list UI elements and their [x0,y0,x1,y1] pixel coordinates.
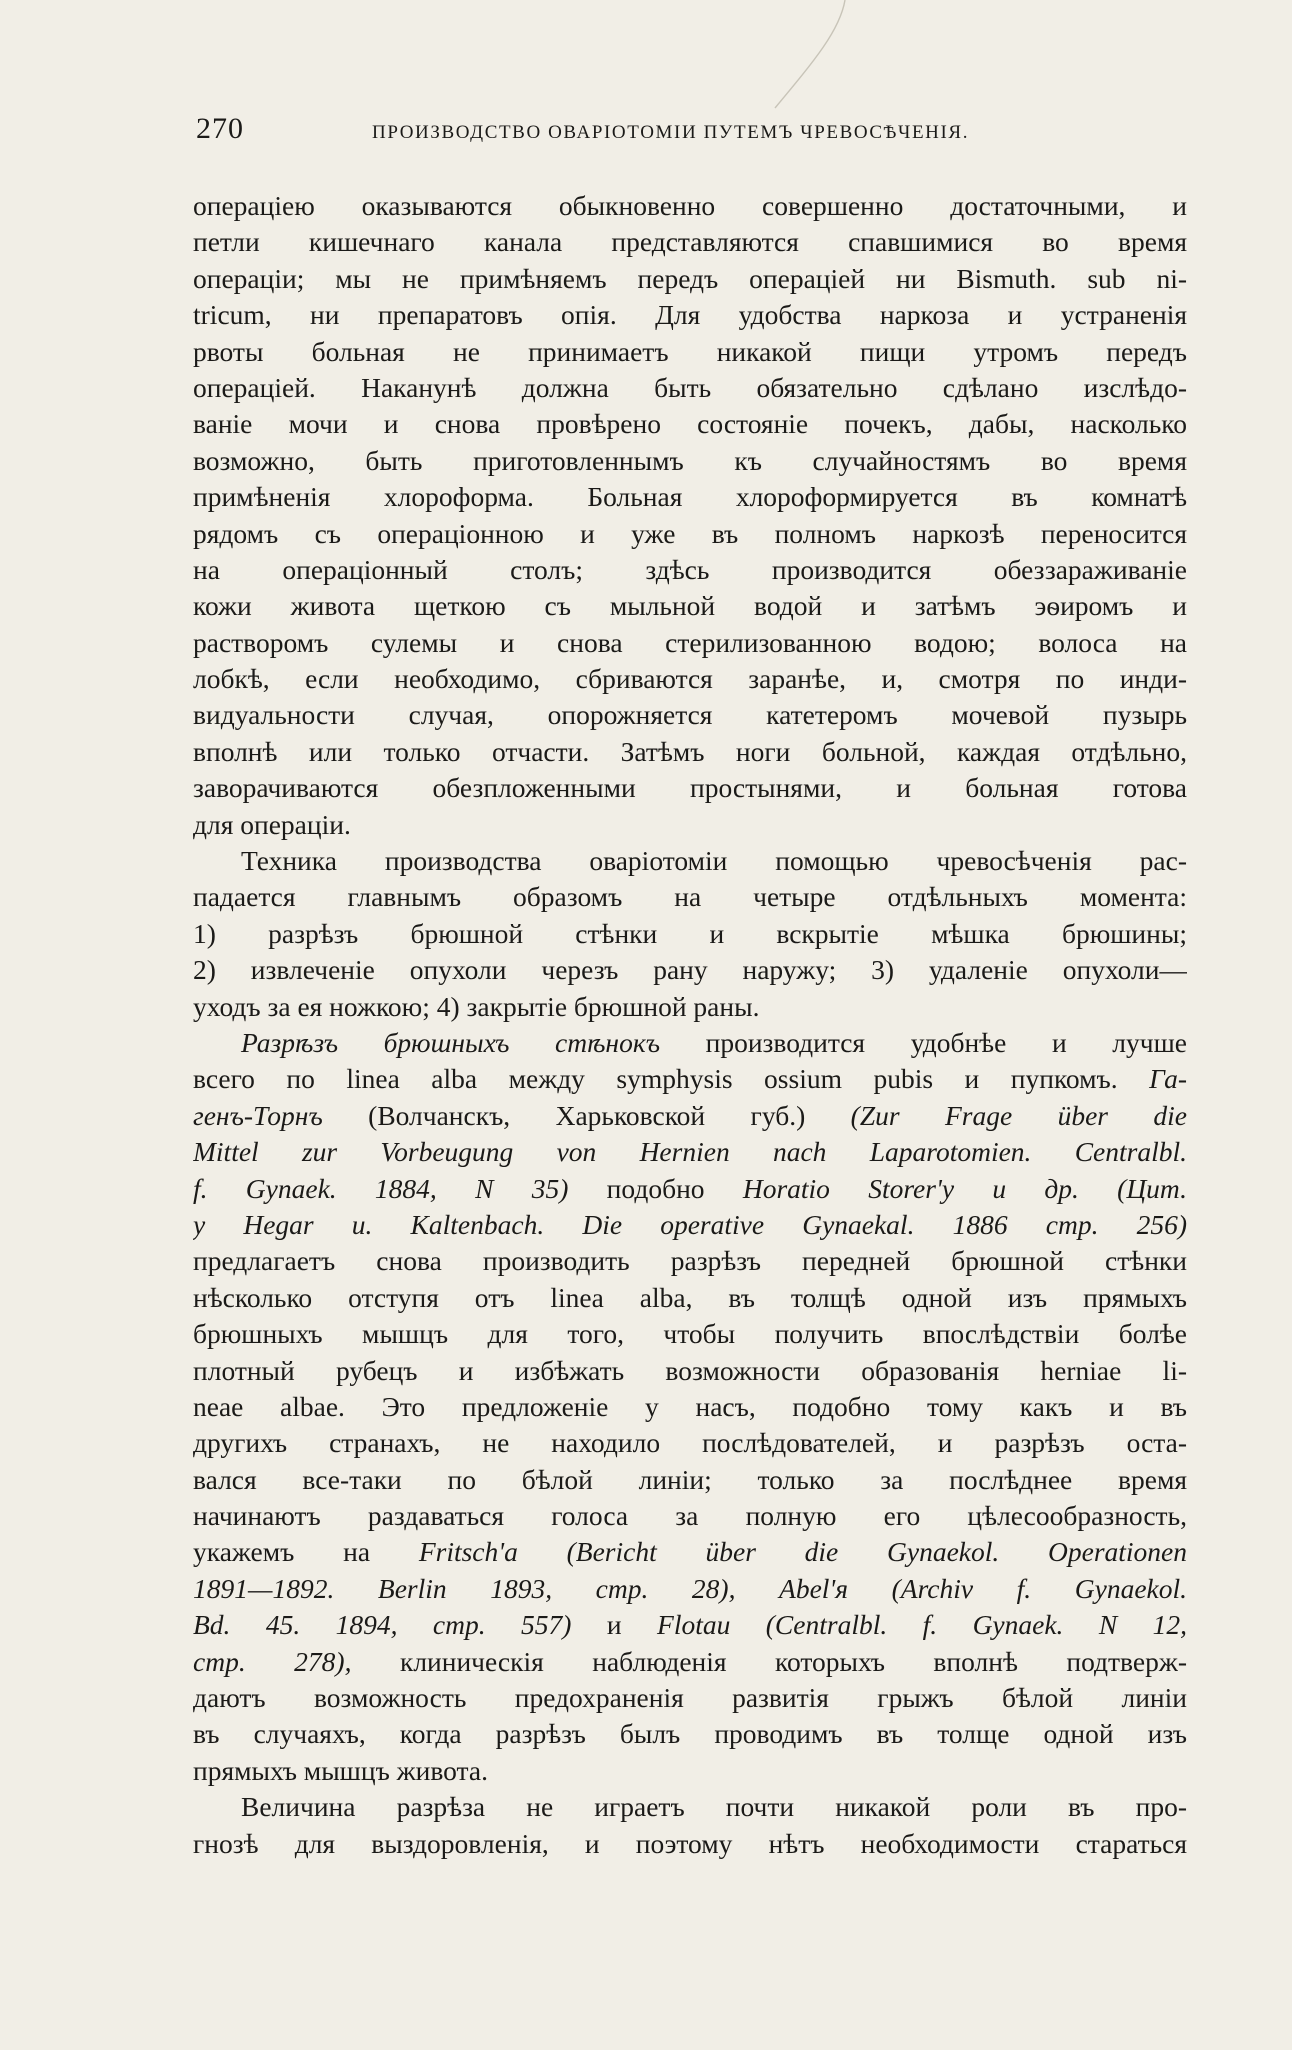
text-line: петли кишечнаго канала представляются спавшимися во время [193,226,1187,258]
text-line: Разрѣзъ брюшныхъ стѣнокъ производится удобнѣе и лучше [241,1026,1187,1058]
text-line: нѣсколько отступя отъ linea alba, въ толщѣ одной изъ прямыхъ [193,1281,1187,1313]
text-line: видуальности случая, опорожняется катетеромъ мочевой пузырь [193,699,1187,731]
text-line: tricum, ни препаратовъ опія. Для удобства наркоза и устраненія [193,299,1187,331]
text-line: Bd. 45. 1894, стр. 557) и Flotau (Centralbl. f. Gynaek. N 12, [193,1609,1187,1641]
text-line: стр. 278), клиническія наблюденія которыхъ вполнѣ подтверж- [193,1645,1187,1677]
text-line: для операціи. [193,808,351,840]
text-line: вался все-таки по бѣлой линіи; только за послѣднее время [193,1463,1187,1495]
text-line: у Hegar u. Kaltenbach. Die operative Gynaekal. 1886 стр. 256) [193,1208,1187,1240]
text-line: гнозѣ для выздоровленія, и поэтому нѣтъ необходимости стараться [193,1827,1187,1859]
page-number: 270 [196,112,244,145]
text-line: возможно, быть приготовленнымъ къ случайностямъ во время [193,444,1187,476]
text-line: Техника производства оваріотоміи помощью чревосѣченія рас- [241,845,1187,877]
text-line: брюшныхъ мышцъ для того, чтобы получить впослѣдствіи болѣе [193,1318,1187,1350]
text-line: 2) извлеченіе опухоли черезъ рану наружу; 3) удаленіе опухоли— [193,954,1187,986]
text-line: начинаютъ раздаваться голоса за полную его цѣлесообразность, [193,1500,1187,1532]
section-title: Разрѣзъ брюшныхъ стѣнокъ [241,1026,660,1058]
text-line: лобкѣ, если необходимо, сбриваются заранѣе, и, смотря по инди- [193,663,1187,695]
text-line: всего по linea alba между symphysis ossium pubis и пупкомъ. Га- [193,1063,1187,1095]
text-line: операціею оказываются обыкновенно совершенно достаточными, и [193,190,1187,221]
page-corner-mark [770,0,850,110]
text-line: заворачиваются обезпложенными простынями, и больная готова [193,772,1187,804]
text-line: 1891—1892. Berlin 1893, стр. 28), Abel'я (Archiv f. Gynaekol. [193,1572,1187,1604]
text-line: на операціонный столъ; здѣсь производится обеззараживаніе [193,553,1187,585]
text-line: растворомъ сулемы и снова стерилизованною водою; волоса на [193,626,1187,658]
text-line: предлагаетъ снова производить разрѣзъ передней брюшной стѣнки [193,1245,1187,1277]
text-line: даютъ возможность предохраненія развитія грыжъ бѣлой линіи [193,1682,1187,1714]
body-text [193,188,1187,1862]
text-line: падается главнымъ образомъ на четыре отдѣльныхъ момента: [193,881,1187,913]
text-line: рядомъ съ операціонною и уже въ полномъ наркозѣ переносится [193,517,1187,549]
text-line: прямыхъ мышцъ живота. [193,1754,488,1786]
text-line: въ случаяхъ, когда разрѣзъ былъ проводимъ въ толще одной изъ [193,1718,1187,1750]
text-line: Величина разрѣза не играетъ почти никакой роли въ про- [241,1791,1187,1823]
text-line: 1) разрѣзъ брюшной стѣнки и вскрытіе мѣшка брюшины; [193,917,1187,949]
running-title: ПРОИЗВОДСТВО ОВАРІОТОМІИ ПУТЕМЪ ЧРЕВОСѢЧЕНІЯ. [372,122,970,143]
text-line: операціей. Наканунѣ должна быть обязательно сдѣлано изслѣдо- [193,371,1187,403]
text-line: рвоты больная не принимаетъ никакой пищи утромъ передъ [193,335,1187,367]
text-line: генъ-Торнъ (Волчанскъ, Харьковской губ.) (Zur Frage über die [193,1099,1187,1131]
text-line: уходъ за ея ножкою; 4) закрытіе брюшной раны. [193,990,760,1022]
text-line: укажемъ на Fritsch'а (Bericht über die Gynaekol. Operationen [193,1536,1187,1568]
text-line: ваніе мочи и снова провѣрено состояніе почекъ, дабы, насколько [193,408,1187,440]
text-line: f. Gynaek. 1884, N 35) подобно Horatio Storer'у и др. (Цит. [193,1172,1187,1204]
text-line: neae albae. Это предложеніе у насъ, подобно тому какъ и въ [193,1390,1187,1422]
text-line: вполнѣ или только отчасти. Затѣмъ ноги больной, каждая отдѣльно, [193,735,1187,767]
running-header [196,112,1186,152]
text-line: плотный рубецъ и избѣжать возможности образованія herniae li- [193,1354,1187,1386]
text-line: кожи живота щеткою съ мыльной водой и затѣмъ эѳиромъ и [193,590,1187,622]
text-line: примѣненія хлороформа. Больная хлороформируется въ комнатѣ [193,481,1187,513]
text-line: другихъ странахъ, не находило послѣдователей, и разрѣзъ оста- [193,1427,1187,1459]
text-line: операціи; мы не примѣняемъ передъ операціей ни Bismuth. sub ni- [193,262,1187,294]
text-line: Mittel zur Vorbeugung von Hernien nach Laparotomien. Centralbl. [193,1136,1187,1168]
